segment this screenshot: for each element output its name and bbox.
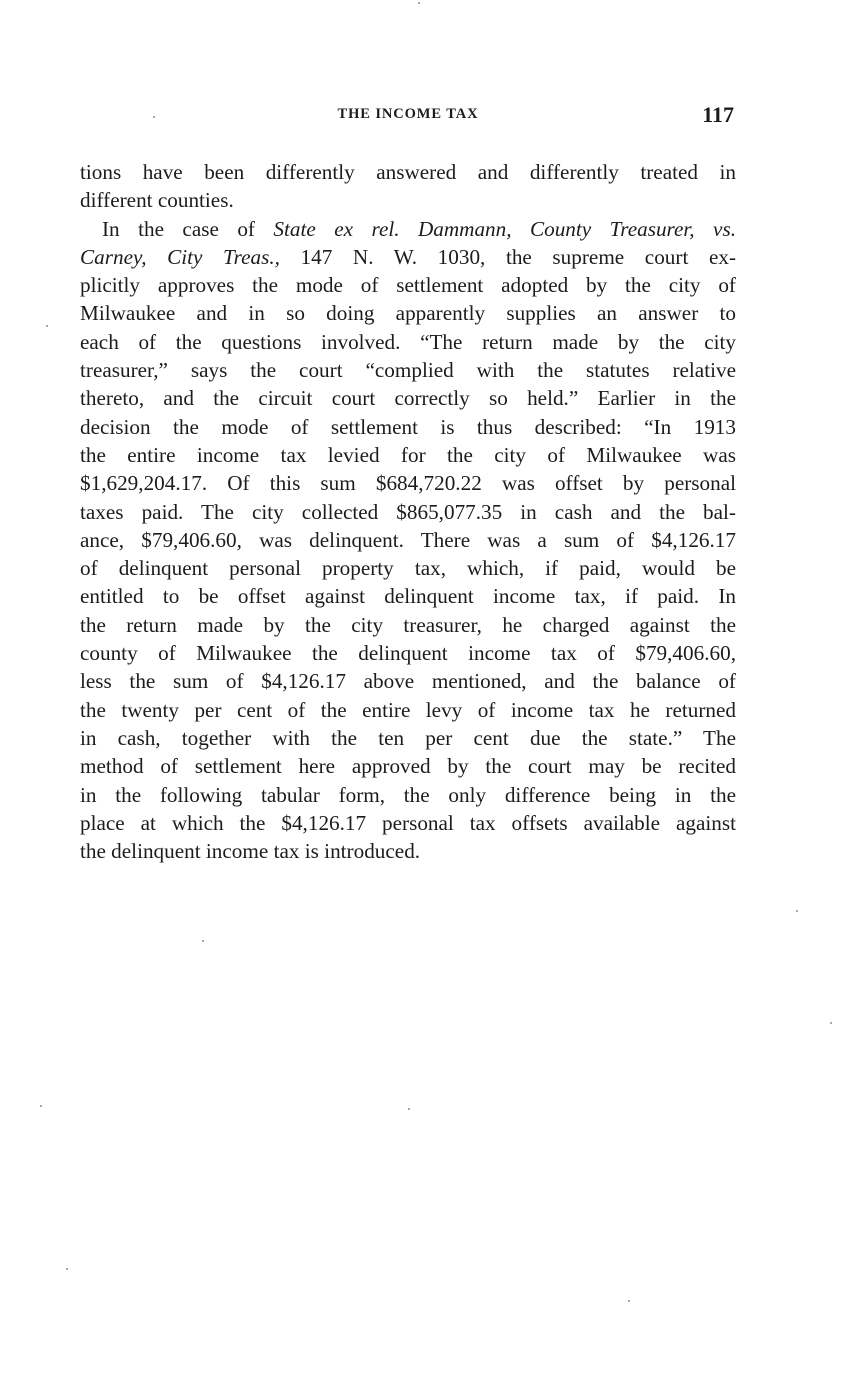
paragraph-2-line: the twenty per cent of the entire levy of income tax he returned bbox=[80, 697, 736, 722]
text-run: 147 N. W. 1030, the supreme court ex- bbox=[279, 244, 736, 269]
scan-speck bbox=[628, 1300, 630, 1302]
paragraph-2-line: taxes paid. The city collected $865,077.35 in cash and the bal- bbox=[80, 499, 736, 524]
running-head bbox=[80, 104, 736, 134]
paragraph-2-line: county of Milwaukee the delinquent income tax of $79,406.60, bbox=[80, 641, 736, 666]
paragraph-2-line: in the following tabular form, the only difference being in the bbox=[80, 782, 736, 807]
scan-speck bbox=[408, 1108, 410, 1110]
scan-speck bbox=[40, 1105, 42, 1107]
paragraph-2-line: the entire income tax levied for the city of Milwaukee was bbox=[80, 442, 736, 467]
paragraph-2-line: in cash, together with the ten per cent due the state.” The bbox=[80, 725, 736, 750]
paragraph-2-line bbox=[80, 215, 736, 243]
paragraph-2-line: $1,629,204.17. Of this sum $684,720.22 was offset by personal bbox=[80, 471, 736, 496]
paragraph-2-line: the return made by the city treasurer, he charged against the bbox=[80, 612, 736, 637]
scan-speck bbox=[66, 1268, 68, 1270]
scan-speck bbox=[830, 1022, 832, 1024]
paragraph-2-line: less the sum of $4,126.17 above mentioned, and the balance of bbox=[80, 669, 736, 694]
paragraph-2-line: treasurer,” says the court “complied with the statutes relative bbox=[80, 358, 736, 383]
scan-speck bbox=[418, 2, 420, 4]
case-citation-italic: State ex rel. Dammann, County Treasurer, vs. bbox=[273, 216, 736, 241]
paragraph-2-line: method of settlement here approved by the court may be recited bbox=[80, 754, 736, 779]
paragraph-2-line: thereto, and the circuit court correctly so held.” Earlier in the bbox=[80, 386, 736, 411]
paragraph-2-line: Milwaukee and in so doing apparently supplies an answer to bbox=[80, 301, 736, 326]
scan-speck bbox=[153, 116, 155, 118]
scan-speck bbox=[46, 325, 48, 327]
paragraph-2-line bbox=[80, 243, 736, 271]
scan-speck bbox=[796, 910, 798, 912]
paragraph-2-line: the delinquent income tax is introduced. bbox=[80, 839, 421, 864]
case-citation-italic: Carney, City Treas., bbox=[80, 244, 280, 269]
body-text bbox=[80, 158, 736, 865]
paragraph-2-line: place at which the $4,126.17 personal tax offsets available against bbox=[80, 810, 736, 835]
paragraph-1-line: different counties. bbox=[80, 188, 234, 213]
paragraph-1-line: tions have been differently answered and differently treated in bbox=[80, 160, 736, 184]
paragraph-2-line: ance, $79,406.60, was delinquent. There was a sum of $4,126.17 bbox=[80, 527, 736, 552]
paragraph-2-line: of delinquent personal property tax, which, if paid, would be bbox=[80, 556, 736, 581]
text-run: In the case of bbox=[102, 216, 274, 241]
page-number: 117 bbox=[702, 102, 734, 127]
running-title: THE INCOME TAX bbox=[337, 106, 479, 122]
scan-speck bbox=[202, 940, 204, 942]
paragraph-2-line: decision the mode of settlement is thus described: “In 1913 bbox=[80, 414, 736, 439]
paragraph-2-line: entitled to be offset against delinquent income tax, if paid. In bbox=[80, 584, 736, 609]
paragraph-2-line: plicitly approves the mode of settlement adopted by the city of bbox=[80, 273, 736, 298]
paragraph-2-line: each of the questions involved. “The return made by the city bbox=[80, 329, 736, 354]
